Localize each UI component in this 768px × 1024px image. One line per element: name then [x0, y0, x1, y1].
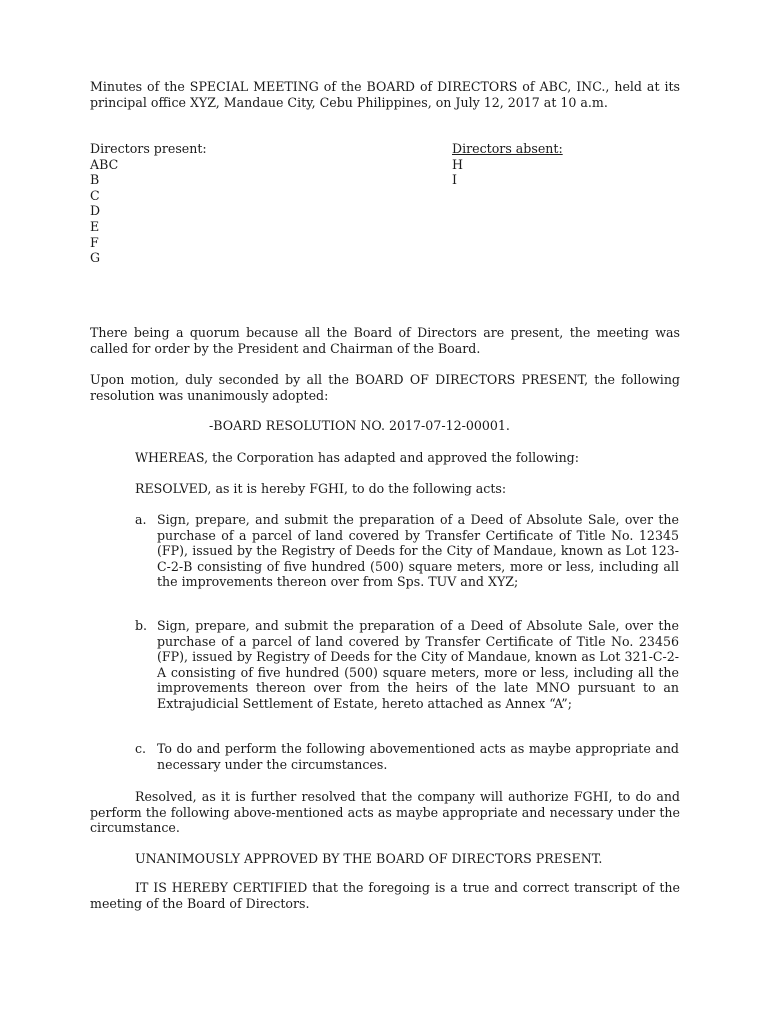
act-text: Sign, prepare, and submit the preparation of a Deed of Absolute Sale, over the purchase of a parcel of land covered by Transfer Certificate of Title No. 12345 (FP), issued by the Registry of Deeds for the City of Mandaue, known as Lot 123-C-2-B consisting of five hundred (500) square meters, more or less, including all the improvements thereon over from Sps. TUV and XYZ; — [157, 512, 679, 590]
director-name: ABC — [90, 156, 119, 172]
directors-absent-label: Directors absent: — [452, 141, 563, 156]
director-name: C — [90, 187, 100, 203]
quorum-paragraph: There being a quorum because all the Board of Directors are present, the meeting was called for order by the President and Chairman of the Board. — [90, 325, 680, 356]
list-marker: b. — [135, 618, 148, 633]
act-text: Sign, prepare, and submit the preparation of a Deed of Absolute Sale, over the purchase of a parcel of land covered by Transfer Certificate of Title No. 23456 (FP), issued by Registry of Deeds for the City of Mandaue, known as Lot 321-C-2-A consisting of five hundred (500) square meters, more or less, including all the improvements thereon over from the heirs of the late MNO pursuant to an Extrajudicial Settlement of Estate, hereto attached as Annex “A”; — [157, 618, 679, 711]
list-marker: a. — [135, 512, 147, 527]
further-resolved-paragraph: Resolved, as it is further resolved that the company will authorize FGHI, to do and perform the following above-mentioned acts as maybe appropriate and necessary under the circumstance. — [90, 789, 680, 836]
certification-paragraph: IT IS HEREBY CERTIFIED that the foregoing is a true and correct transcript of the meeting of the Board of Directors. — [90, 880, 680, 911]
director-name: E — [90, 218, 100, 234]
director-name: F — [90, 234, 99, 250]
director-name: I — [452, 172, 457, 188]
director-name: H — [452, 156, 463, 172]
meeting-header: Minutes of the SPECIAL MEETING of the BOARD of DIRECTORS of ABC, INC., held at its principal office XYZ, Mandaue City, Cebu Philippines, on July 12, 2017 at 10 a.m. — [90, 79, 680, 110]
director-name: B — [90, 172, 100, 188]
director-name: D — [90, 203, 101, 219]
resolved-paragraph: RESOLVED, as it is hereby FGHI, to do the following acts: — [135, 481, 507, 496]
act-item-a — [135, 512, 679, 590]
resolution-title: -BOARD RESOLUTION NO. 2017-07-12-00001. — [209, 418, 510, 433]
act-item-c — [135, 741, 679, 772]
whereas-paragraph: WHEREAS, the Corporation has adapted and approved the following: — [135, 450, 579, 465]
approval-statement: UNANIMOUSLY APPROVED BY THE BOARD OF DIRECTORS PRESENT. — [135, 851, 603, 866]
act-item-b — [135, 618, 679, 712]
directors-absent-list — [452, 141, 652, 188]
director-name: G — [90, 250, 101, 266]
act-text: To do and perform the following abovementioned acts as maybe appropriate and necessary under the circumstances. — [157, 741, 679, 772]
motion-paragraph: Upon motion, duly seconded by all the BOARD OF DIRECTORS PRESENT, the following resolution was unanimously adopted: — [90, 372, 680, 403]
list-marker: c. — [135, 741, 147, 756]
directors-present-list — [90, 141, 290, 266]
directors-present-label: Directors present: — [90, 141, 207, 156]
